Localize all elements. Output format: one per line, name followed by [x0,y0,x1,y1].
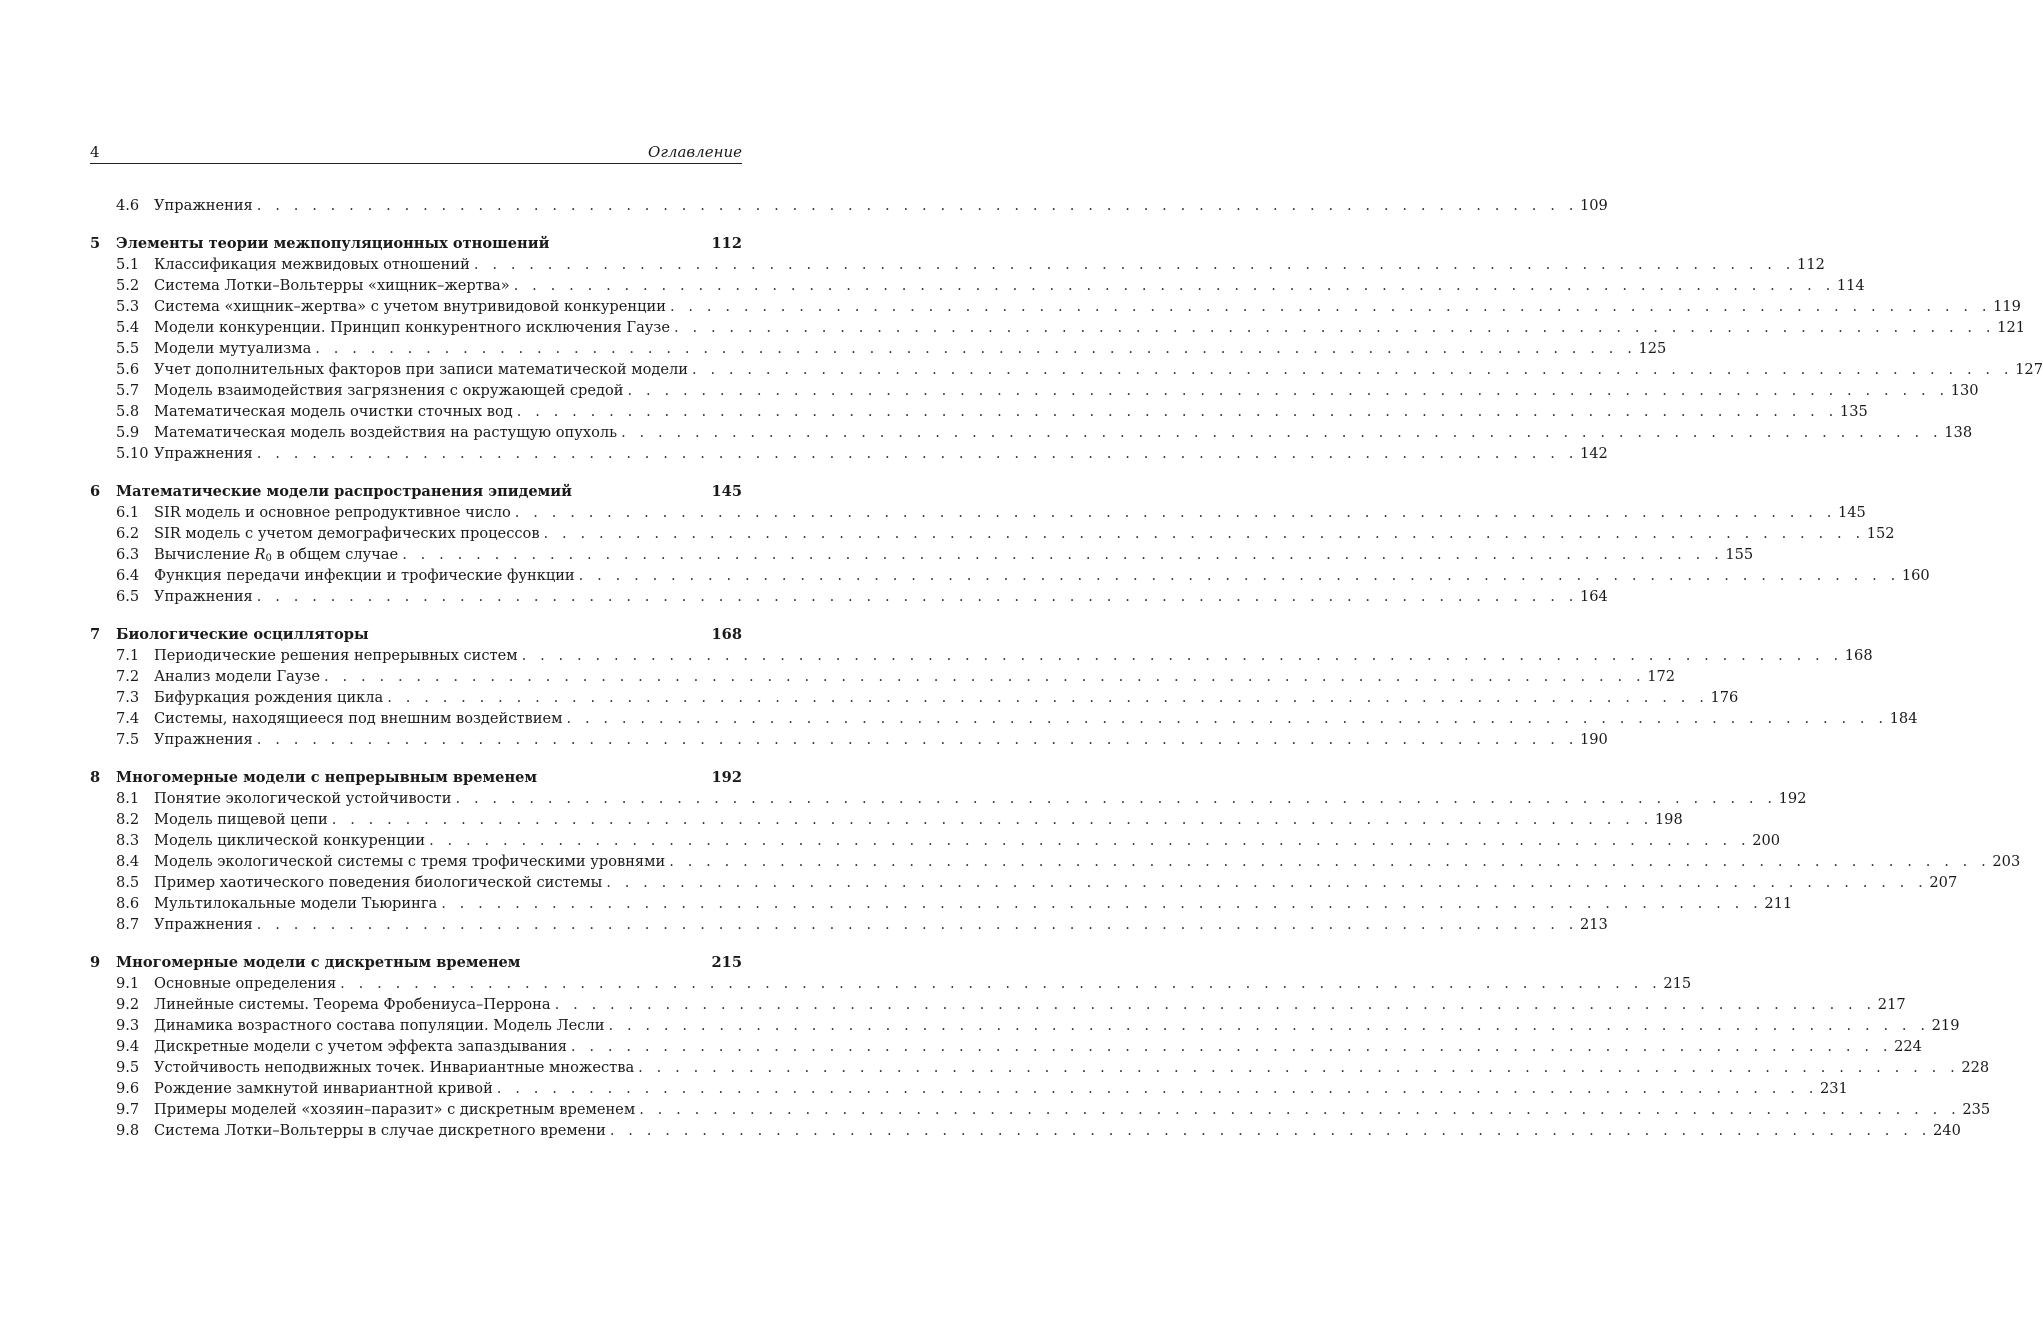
section-title: Модель экологической системы с тремя трофическими уровнями [154,853,666,870]
dot-leader: . . . . . . . . . . . . . . . . . . . . . . . . . . . . . . . . . . . . . . . . . . . . . . . . . . . . . . . . . . . . . . . . . . . . . . . . [514,504,1836,521]
page-number: 4 [90,143,100,161]
section-page-number: 228 [1961,1059,1990,1076]
section-title: Основные определения [154,975,337,992]
chapter-number: 7 [90,626,101,643]
section-page-number: 135 [1839,403,1868,420]
section-title: Учет дополнительных факторов при записи математической модели [154,361,688,378]
section-number: 5.2 [116,277,140,294]
section-title: Система «хищник–жертва» с учетом внутривидовой конкуренции [154,298,666,315]
section-title: SIR модель с учетом демографических процессов [154,525,540,542]
section-title: Периодические решения непрерывных систем [154,647,518,664]
section-title: Дискретные модели с учетом эффекта запаздывания [154,1038,567,1055]
section-title: Системы, находящиееся под внешним воздействием [154,710,563,727]
section-page-number: 155 [1725,546,1754,563]
section-number: 6.4 [116,567,140,584]
toc-section-entry [90,502,1866,523]
section-page-number: 164 [1579,588,1608,605]
dot-leader: . . . . . . . . . . . . . . . . . . . . . . . . . . . . . . . . . . . . . . . . . . . . . . . . . . . . . . . . . . . . . . . . . . . . . . . . [340,975,1662,992]
section-title: Упражнения [154,588,253,605]
section-title: Модель взаимодействия загрязнения с окружающей средой [154,382,624,399]
section-page-number: 160 [1901,567,1930,584]
toc-section-entry [90,914,1608,935]
chapter-title: Многомерные модели с непрерывным временем [116,769,538,786]
toc-section-entry [90,872,1958,893]
section-page-number: 192 [1778,790,1807,807]
section-page-number: 231 [1819,1080,1848,1097]
dot-leader: . . . . . . . . . . . . . . . . . . . . . . . . . . . . . . . . . . . . . . . . . . . . . . . . . . . . . . . . . . . . . . . . . . . . . . . . [315,340,1637,357]
section-number: 9.5 [116,1059,140,1076]
dot-leader: . . . . . . . . . . . . . . . . . . . . . . . . . . . . . . . . . . . . . . . . . . . . . . . . . . . . . . . . . . . . . . . . . . . . . . . . [521,647,1843,664]
dot-leader: . . . . . . . . . . . . . . . . . . . . . . . . . . . . . . . . . . . . . . . . . . . . . . . . . . . . . . . . . . . . . . . . . . . . . . . . [256,588,1578,605]
section-page-number: 211 [1764,895,1793,912]
toc-section-entry [90,380,1979,401]
chapter-page-number: 112 [711,235,742,252]
dot-leader: . . . . . . . . . . . . . . . . . . . . . . . . . . . . . . . . . . . . . . . . . . . . . . . . . . . . . . . . . . . . . . . . . . . . . . . . [473,256,1796,273]
section-title: Система Лотки–Вольтерры «хищник–жертва» [154,277,510,294]
dot-leader: . . . . . . . . . . . . . . . . . . . . . . . . . . . . . . . . . . . . . . . . . . . . . . . . . . . . . . . . . . . . . . . . . . . . . . . . [256,197,1578,214]
dot-leader: . . . . . . . . . . . . . . . . . . . . . . . . . . . . . . . . . . . . . . . . . . . . . . . . . . . . . . . . . . . . . . . . . . . . . . . . [638,1059,1960,1076]
section-title-part: Вычисление [154,546,255,563]
toc-chapter-entry [90,481,742,502]
toc-chapter-entry [90,767,742,788]
toc-section-entry [90,195,1608,216]
toc-section-entry [90,565,1930,586]
section-number: 9.3 [116,1017,140,1034]
chapter-page-number: 168 [711,626,742,643]
section-title: Модели конкуренции. Принцип конкурентного исключения Гаузе [154,319,670,336]
section-page-number: 138 [1944,424,1973,441]
section-page-number: 121 [1997,319,2026,336]
toc-chapter-entry [90,624,742,645]
toc-section-entry [90,401,1868,422]
dot-leader: . . . . . . . . . . . . . . . . . . . . . . . . . . . . . . . . . . . . . . . . . . . . . . . . . . . . . . . . . . . . . . . . . . . . . . . . [256,916,1578,933]
section-title: Модель пищевой цепи [154,811,328,828]
section-page-number: 240 [1933,1122,1961,1139]
section-page-number: 176 [1710,689,1739,706]
section-title: Математическая модель очистки сточных вод [154,403,513,420]
dot-leader: . . . . . . . . . . . . . . . . . . . . . . . . . . . . . . . . . . . . . . . . . . . . . . . . . . . . . . . . . . . . . . . . . . . . . . . . [429,832,1751,849]
dot-leader: . . . . . . . . . . . . . . . . . . . . . . . . . . . . . . . . . . . . . . . . . . . . . . . . . . . . . . . . . . . . . . . . . . . . . . . . [513,277,1835,294]
math-variable: R [254,546,266,563]
section-number: 6.3 [116,546,140,563]
dot-leader: . . . . . . . . . . . . . . . . . . . . . . . . . . . . . . . . . . . . . . . . . . . . . . . . . . . . . . . . . . . . . . . . . . . . . . . . [324,668,1646,685]
dot-leader: . . . . . . . . . . . . . . . . . . . . . . . . . . . . . . . . . . . . . . . . . . . . . . . . . . . . . . . . . . . . . . . . . . . . . . . . [627,382,1949,399]
chapter-title: Многомерные модели с дискретным временем [116,954,521,971]
dot-leader: . . . . . . . . . . . . . . . . . . . . . . . . . . . . . . . . . . . . . . . . . . . . . . . . . . . . . . . . . . . . . . . . . . . . . . . . [621,424,1943,441]
section-number: 8.1 [116,790,140,807]
section-number: 5.9 [116,424,140,441]
dot-leader: . . . . . . . . . . . . . . . . . . . . . . . . . . . . . . . . . . . . . . . . . . . . . . . . . . . . . . . . . . . . . . . . . . . . . . . . [578,567,1900,584]
section-title: Упражнения [154,916,253,933]
section-title: Классификация межвидовых отношений [154,256,470,273]
section-number: 9.4 [116,1038,140,1055]
section-number: 9.6 [116,1080,140,1097]
dot-leader: . . . . . . . . . . . . . . . . . . . . . . . . . . . . . . . . . . . . . . . . . . . . . . . . . . . . . . . . . . . . . . . . . . . . . . . . [455,790,1777,807]
toc-section-entry [90,254,1825,275]
section-page-number: 184 [1889,710,1918,727]
toc-section-entry [90,296,2021,317]
section-number: 8.5 [116,874,140,891]
section-number: 5.10 [116,445,149,462]
section-number: 5.7 [116,382,140,399]
toc-section-entry [90,729,1608,750]
section-page-number: 114 [1836,277,1865,294]
section-title: Линейные системы. Теорема Фробениуса–Перрона [154,996,551,1013]
toc-section-entry [90,1120,1961,1141]
toc-section-entry [90,443,1608,464]
dot-leader: . . . . . . . . . . . . . . . . . . . . . . . . . . . . . . . . . . . . . . . . . . . . . . . . . . . . . . . . . . . . . . . . . . . . . . . . [608,1017,1930,1034]
section-page-number: 217 [1877,996,1906,1013]
dot-leader: . . . . . . . . . . . . . . . . . . . . . . . . . . . . . . . . . . . . . . . . . . . . . . . . . . . . . . . . . . . . . . . . . . . . . . . . [543,525,1865,542]
section-number: 8.4 [116,853,140,870]
section-page-number: 172 [1647,668,1676,685]
section-number: 7.4 [116,710,140,727]
toc-section-entry [90,645,1873,666]
section-page-number: 125 [1638,340,1667,357]
section-page-number: 219 [1931,1017,1960,1034]
toc-section-entry [90,359,2043,380]
running-header [90,141,742,164]
chapter-number: 6 [90,483,101,500]
section-number: 9.2 [116,996,140,1013]
toc-section-entry [90,422,1973,443]
section-title: Рождение замкнутой инвариантной кривой [154,1080,493,1097]
dot-leader: . . . . . . . . . . . . . . . . . . . . . . . . . . . . . . . . . . . . . . . . . . . . . . . . . . . . . . . . . . . . . . . . . . . . . . . . [606,874,1928,891]
toc-section-entry [90,1099,1991,1120]
chapter-title: Биологические осцилляторы [116,626,369,643]
dot-leader: . . . . . . . . . . . . . . . . . . . . . . . . . . . . . . . . . . . . . . . . . . . . . . . . . . . . . . . . . . . . . . . . . . . . . . . . [256,445,1578,462]
section-title: Динамика возрастного состава популяции. Модель Лесли [154,1017,605,1034]
section-number: 6.1 [116,504,140,521]
section-page-number: 112 [1797,256,1825,273]
section-number: 6.5 [116,588,140,605]
dot-leader: . . . . . . . . . . . . . . . . . . . . . . . . . . . . . . . . . . . . . . . . . . . . . . . . . . . . . . . . . . . . . . . . . . . . . . . . [402,546,1724,563]
section-title: Упражнения [154,197,253,214]
toc-section-entry [90,544,1754,565]
chapter-title: Элементы теории межпопуляционных отношений [116,235,550,252]
section-number: 7.1 [116,647,140,664]
dot-leader: . . . . . . . . . . . . . . . . . . . . . . . . . . . . . . . . . . . . . . . . . . . . . . . . . . . . . . . . . . . . . . . . . . . . . . . . [669,298,1992,315]
section-number: 5.4 [116,319,140,336]
section-page-number: 198 [1654,811,1683,828]
section-page-number: 190 [1579,731,1608,748]
section-page-number: 215 [1663,975,1692,992]
toc-section-entry [90,893,1793,914]
chapter-page-number: 215 [711,954,742,971]
chapter-title: Математические модели распространения эпидемий [116,483,572,500]
dot-leader: . . . . . . . . . . . . . . . . . . . . . . . . . . . . . . . . . . . . . . . . . . . . . . . . . . . . . . . . . . . . . . . . . . . . . . . . [691,361,2014,378]
toc-section-entry [90,338,1667,359]
section-title: Примеры моделей «хозяин–паразит» с дискретным временем [154,1101,636,1118]
section-number: 5.5 [116,340,140,357]
section-page-number: 224 [1894,1038,1922,1055]
section-page-number: 145 [1837,504,1866,521]
dot-leader: . . . . . . . . . . . . . . . . . . . . . . . . . . . . . . . . . . . . . . . . . . . . . . . . . . . . . . . . . . . . . . . . . . . . . . . . [496,1080,1818,1097]
toc-section-entry [90,275,1865,296]
section-page-number: 168 [1844,647,1873,664]
section-number: 5.3 [116,298,140,315]
section-title: Модель циклической конкуренции [154,832,426,849]
section-title [154,544,398,565]
section-number: 7.5 [116,731,140,748]
dot-leader: . . . . . . . . . . . . . . . . . . . . . . . . . . . . . . . . . . . . . . . . . . . . . . . . . . . . . . . . . . . . . . . . . . . . . . . . [570,1038,1893,1055]
dot-leader: . . . . . . . . . . . . . . . . . . . . . . . . . . . . . . . . . . . . . . . . . . . . . . . . . . . . . . . . . . . . . . . . . . . . . . . . [673,319,1996,336]
dot-leader: . . . . . . . . . . . . . . . . . . . . . . . . . . . . . . . . . . . . . . . . . . . . . . . . . . . . . . . . . . . . . . . . . . . . . . . . [669,853,1991,870]
toc-section-entry [90,994,1906,1015]
section-title: Пример хаотического поведения биологической системы [154,874,603,891]
section-number: 4.6 [116,197,140,214]
toc-section-entry [90,788,1807,809]
section-page-number: 152 [1866,525,1895,542]
section-title: Бифуркация рождения цикла [154,689,384,706]
toc-section-entry [90,586,1608,607]
table-of-contents [90,195,2043,1141]
section-number: 5.1 [116,256,140,273]
chapter-number: 8 [90,769,101,786]
section-page-number: 203 [1992,853,2021,870]
toc-section-entry [90,830,1781,851]
toc-section-entry [90,666,1676,687]
section-title: Математическая модель воздействия на растущую опухоль [154,424,618,441]
section-page-number: 213 [1579,916,1608,933]
section-title: Понятие экологической устойчивости [154,790,452,807]
toc-section-entry [90,687,1739,708]
dot-leader: . . . . . . . . . . . . . . . . . . . . . . . . . . . . . . . . . . . . . . . . . . . . . . . . . . . . . . . . . . . . . . . . . . . . . . . . [609,1122,1931,1139]
section-page-number: 119 [1993,298,2021,315]
chapter-number: 9 [90,954,101,971]
section-title: Упражнения [154,445,253,462]
toc-section-entry [90,708,1918,729]
running-title: Оглавление [648,143,742,161]
dot-leader: . . . . . . . . . . . . . . . . . . . . . . . . . . . . . . . . . . . . . . . . . . . . . . . . . . . . . . . . . . . . . . . . . . . . . . . . [516,403,1838,420]
toc-section-entry [90,1015,1960,1036]
section-page-number: 127 [2015,361,2043,378]
section-page-number: 130 [1950,382,1979,399]
toc-section-entry [90,317,2026,338]
toc-section-entry [90,973,1692,994]
section-number: 9.7 [116,1101,140,1118]
section-page-number: 142 [1579,445,1608,462]
section-number: 8.3 [116,832,140,849]
section-number: 5.6 [116,361,140,378]
section-title-part: в общем случае [271,546,399,563]
dot-leader: . . . . . . . . . . . . . . . . . . . . . . . . . . . . . . . . . . . . . . . . . . . . . . . . . . . . . . . . . . . . . . . . . . . . . . . . [566,710,1888,727]
section-title: Устойчивость неподвижных точек. Инвариантные множества [154,1059,635,1076]
toc-chapter-entry [90,233,742,254]
toc-section-entry [90,851,2021,872]
dot-leader: . . . . . . . . . . . . . . . . . . . . . . . . . . . . . . . . . . . . . . . . . . . . . . . . . . . . . . . . . . . . . . . . . . . . . . . . [331,811,1653,828]
toc-section-entry [90,809,1683,830]
section-number: 8.2 [116,811,140,828]
section-title: Функция передачи инфекции и трофические функции [154,567,575,584]
section-number: 6.2 [116,525,140,542]
section-title: SIR модель и основное репродуктивное число [154,504,511,521]
toc-section-entry [90,523,1895,544]
section-number: 9.1 [116,975,140,992]
dot-leader: . . . . . . . . . . . . . . . . . . . . . . . . . . . . . . . . . . . . . . . . . . . . . . . . . . . . . . . . . . . . . . . . . . . . . . . . [256,731,1578,748]
toc-chapter-entry [90,952,742,973]
section-title: Упражнения [154,731,253,748]
section-title: Модели мутуализма [154,340,312,357]
section-number: 9.8 [116,1122,140,1139]
dot-leader: . . . . . . . . . . . . . . . . . . . . . . . . . . . . . . . . . . . . . . . . . . . . . . . . . . . . . . . . . . . . . . . . . . . . . . . . [387,689,1709,706]
section-title: Анализ модели Гаузе [154,668,321,685]
section-page-number: 200 [1752,832,1781,849]
toc-section-entry [90,1057,1990,1078]
section-page-number: 207 [1929,874,1958,891]
section-page-number: 235 [1962,1101,1991,1118]
chapter-number: 5 [90,235,101,252]
section-page-number: 109 [1579,197,1608,214]
dot-leader: . . . . . . . . . . . . . . . . . . . . . . . . . . . . . . . . . . . . . . . . . . . . . . . . . . . . . . . . . . . . . . . . . . . . . . . . [554,996,1876,1013]
toc-section-entry [90,1036,1922,1057]
section-number: 7.2 [116,668,140,685]
section-number: 8.7 [116,916,140,933]
section-title: Мультилокальные модели Тьюринга [154,895,438,912]
section-number: 5.8 [116,403,140,420]
chapter-page-number: 145 [711,483,742,500]
math-subscript: 0 [265,553,272,564]
chapter-page-number: 192 [711,769,742,786]
dot-leader: . . . . . . . . . . . . . . . . . . . . . . . . . . . . . . . . . . . . . . . . . . . . . . . . . . . . . . . . . . . . . . . . . . . . . . . . [441,895,1763,912]
section-title: Система Лотки–Вольтерры в случае дискретного времени [154,1122,606,1139]
section-number: 7.3 [116,689,140,706]
dot-leader: . . . . . . . . . . . . . . . . . . . . . . . . . . . . . . . . . . . . . . . . . . . . . . . . . . . . . . . . . . . . . . . . . . . . . . . . [639,1101,1961,1118]
section-number: 8.6 [116,895,140,912]
toc-section-entry [90,1078,1848,1099]
